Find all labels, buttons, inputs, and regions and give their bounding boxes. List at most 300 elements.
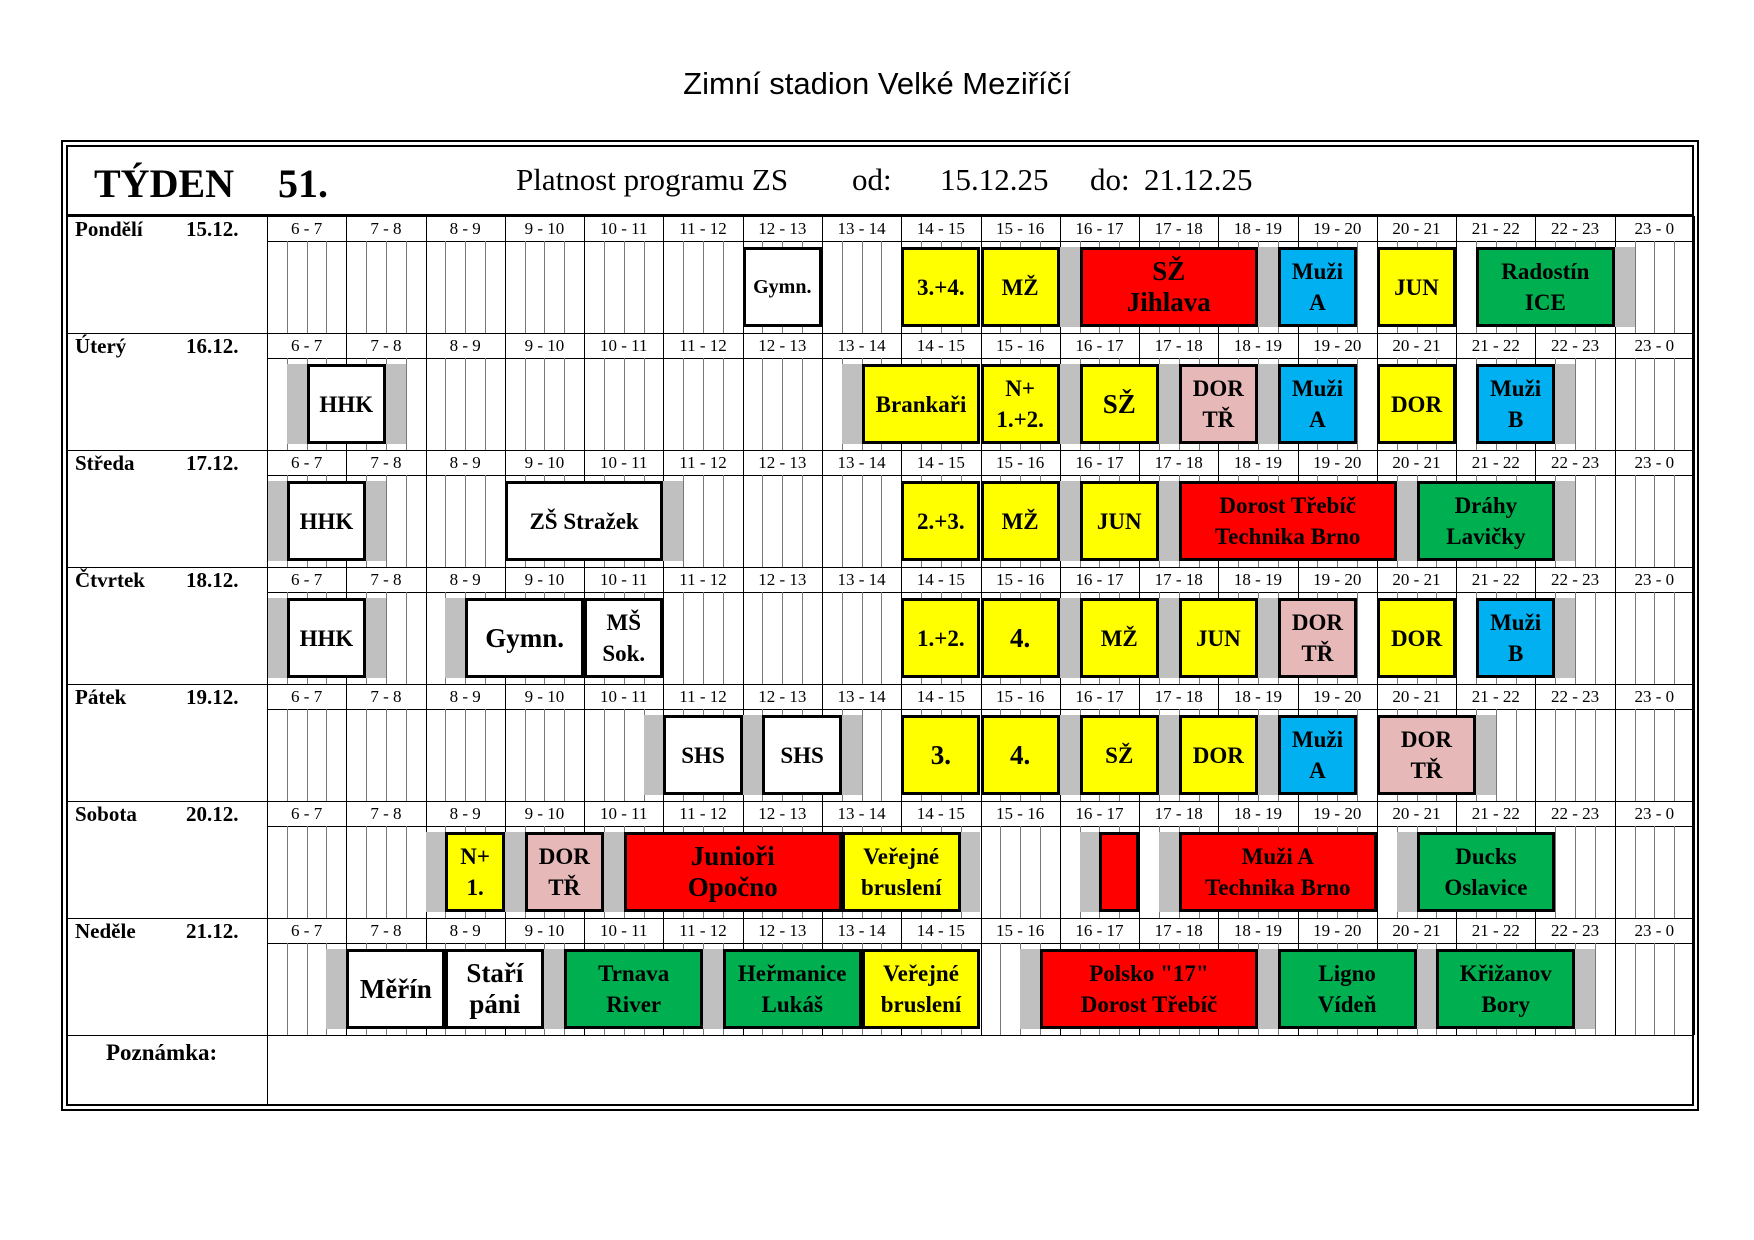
row-top-line: [66, 918, 1694, 919]
hour-label: 16 - 17: [1075, 570, 1124, 589]
event-label: Muži A Technika Brno: [1205, 844, 1351, 900]
hour-divider: [1615, 450, 1616, 567]
event-block: [1080, 598, 1159, 678]
hour-label: 18 - 19: [1233, 804, 1283, 823]
quarter-divider: [485, 358, 486, 450]
maintenance-slot: [1258, 364, 1278, 444]
quarter-divider: [1575, 592, 1576, 684]
maintenance-slot: [326, 949, 346, 1029]
hour-divider: [1139, 801, 1140, 918]
maintenance-slot: [1258, 949, 1278, 1029]
hour-label: 7 - 8: [370, 570, 402, 589]
event-label: 4.: [1010, 739, 1031, 770]
hour-label: 17 - 18: [1154, 570, 1203, 589]
event-block: [1377, 247, 1456, 327]
quarter-divider: [326, 241, 327, 333]
day-date: 21.12.: [186, 919, 239, 943]
event-label: JUN: [1096, 508, 1142, 534]
hour-label: 10 - 11: [599, 570, 648, 589]
hour-label: 9 - 10: [524, 921, 565, 940]
event-label: Křižanov Bory: [1459, 961, 1552, 1017]
event-block: [862, 364, 981, 444]
event-block: [1099, 832, 1139, 912]
maintenance-slot: [445, 598, 465, 678]
hour-label: 19 - 20: [1313, 804, 1362, 823]
maintenance-slot: [961, 832, 981, 912]
hour-divider: [426, 216, 427, 333]
day-date: 17.12.: [186, 451, 239, 475]
day-date: 19.12.: [186, 685, 239, 709]
quarter-divider: [862, 592, 863, 684]
hour-label: 18 - 19: [1233, 687, 1283, 706]
hour-label: 15 - 16: [996, 804, 1045, 823]
hour-label: 6 - 7: [291, 687, 323, 706]
week-number: 51.: [278, 161, 328, 206]
quarter-divider: [802, 592, 803, 684]
event-block: [1080, 481, 1159, 561]
hour-label: 20 - 21: [1392, 804, 1441, 823]
hour-label: 11 - 12: [679, 219, 727, 238]
day-name: Čtvrtek: [75, 568, 145, 592]
quarter-divider: [1575, 475, 1576, 567]
row-top-line: [66, 567, 1694, 568]
quarter-divider: [406, 592, 407, 684]
maintenance-slot: [1060, 598, 1080, 678]
quarter-divider: [1595, 475, 1596, 567]
event-block: [1179, 481, 1397, 561]
hour-divider: [1694, 450, 1695, 567]
hour-label: 15 - 16: [996, 921, 1045, 940]
hour-label: 18 - 19: [1233, 453, 1283, 472]
event-block: [981, 715, 1060, 795]
hour-label: 13 - 14: [837, 804, 886, 823]
hour-label: 20 - 21: [1392, 687, 1441, 706]
quarter-divider: [1635, 358, 1636, 450]
event-label: DOR: [1390, 391, 1443, 417]
quarter-divider: [406, 709, 407, 801]
hour-label: 12 - 13: [758, 921, 807, 940]
hour-divider: [1456, 333, 1457, 450]
hour-label: 16 - 17: [1075, 687, 1124, 706]
quarter-divider: [366, 241, 367, 333]
quarter-divider: [406, 826, 407, 918]
quarter-divider: [287, 241, 288, 333]
hour-label: 21 - 22: [1471, 804, 1520, 823]
maintenance-slot: [267, 481, 287, 561]
hour-label: 20 - 21: [1392, 921, 1441, 940]
event-block: [1179, 364, 1258, 444]
quarter-divider: [307, 709, 308, 801]
quarter-divider: [406, 475, 407, 567]
hour-divider: [584, 684, 585, 801]
event-label: N+ 1.+2.: [996, 376, 1044, 432]
event-block: [1417, 832, 1556, 912]
hour-label: 12 - 13: [758, 336, 807, 355]
hour-label: 14 - 15: [916, 453, 965, 472]
hour-label: 16 - 17: [1075, 804, 1124, 823]
hour-label: 12 - 13: [758, 570, 807, 589]
event-block: [1179, 715, 1258, 795]
hour-divider: [1456, 567, 1457, 684]
hour-label: 9 - 10: [524, 219, 565, 238]
quarter-divider: [465, 241, 466, 333]
hour-divider: [822, 450, 823, 567]
quarter-divider: [564, 709, 565, 801]
quarter-divider: [1357, 358, 1358, 450]
event-label: Muži A: [1291, 727, 1343, 783]
hour-label: 19 - 20: [1313, 570, 1362, 589]
event-block: [1080, 364, 1159, 444]
event-label: DOR: [1390, 625, 1443, 651]
hour-label: 17 - 18: [1154, 453, 1203, 472]
hour-label: 16 - 17: [1075, 219, 1124, 238]
event-label: Radostín ICE: [1501, 259, 1590, 315]
hour-divider: [426, 450, 427, 567]
event-block: [1436, 949, 1575, 1029]
hour-label: 18 - 19: [1233, 570, 1283, 589]
hour-label: 8 - 9: [449, 570, 481, 589]
quarter-divider: [1575, 709, 1576, 801]
maintenance-slot: [842, 715, 862, 795]
quarter-divider: [624, 709, 625, 801]
quarter-divider: [683, 592, 684, 684]
quarter-divider: [862, 475, 863, 567]
hour-label: 9 - 10: [524, 453, 565, 472]
quarter-divider: [683, 358, 684, 450]
quarter-divider: [386, 826, 387, 918]
quarter-divider: [287, 943, 288, 1035]
event-label: 1.+2.: [917, 625, 965, 651]
hour-divider: [1694, 216, 1695, 333]
maintenance-slot: [366, 481, 386, 561]
quarter-divider: [624, 358, 625, 450]
hour-divider: [426, 567, 427, 684]
quarter-divider: [703, 241, 704, 333]
quarter-divider: [1654, 475, 1655, 567]
note-label: Poznámka:: [106, 1040, 218, 1065]
quarter-divider: [485, 475, 486, 567]
event-block: [1080, 247, 1258, 327]
hour-label: 18 - 19: [1233, 921, 1283, 940]
quarter-divider: [1674, 241, 1675, 333]
to-date: 21.12.25: [1144, 162, 1253, 197]
event-label: Dorost Třebíč Technika Brno: [1214, 493, 1361, 549]
hour-divider: [663, 216, 664, 333]
hour-divider: [822, 216, 823, 333]
maintenance-slot: [1159, 481, 1179, 561]
event-block: [1377, 364, 1456, 444]
event-label: Junioři Opočno: [687, 841, 778, 902]
hour-label: 7 - 8: [370, 921, 402, 940]
hour-label: 16 - 17: [1075, 453, 1124, 472]
hour-label: 9 - 10: [524, 336, 565, 355]
event-label: SHS: [780, 742, 824, 768]
event-label: DOR: [1192, 742, 1244, 768]
hour-label: 11 - 12: [679, 921, 727, 940]
maintenance-slot: [604, 832, 624, 912]
quarter-divider: [544, 241, 545, 333]
hour-label: 7 - 8: [370, 219, 402, 238]
hour-label: 15 - 16: [996, 687, 1045, 706]
hour-label: 19 - 20: [1313, 921, 1362, 940]
event-block: [1040, 949, 1258, 1029]
event-label: Dráhy Lavičky: [1446, 493, 1526, 549]
event-label: MŽ: [1001, 508, 1039, 534]
quarter-divider: [307, 943, 308, 1035]
event-block: [901, 715, 980, 795]
hour-label: 19 - 20: [1313, 219, 1362, 238]
hour-label: 7 - 8: [370, 804, 402, 823]
quarter-divider: [683, 475, 684, 567]
quarter-divider: [1595, 826, 1596, 918]
event-block: [743, 247, 822, 327]
event-label: Muži A: [1291, 376, 1343, 432]
quarter-divider: [842, 241, 843, 333]
hour-label: 17 - 18: [1154, 921, 1203, 940]
event-label: Ducks Oslavice: [1444, 844, 1528, 900]
hour-label: 9 - 10: [524, 687, 565, 706]
quarter-divider: [1674, 592, 1675, 684]
to-label: do:: [1090, 162, 1130, 197]
hour-label: 20 - 21: [1392, 336, 1441, 355]
event-block: [981, 247, 1060, 327]
hour-label: 11 - 12: [679, 336, 727, 355]
maintenance-slot: [1476, 715, 1496, 795]
hour-label: 22 - 23: [1550, 453, 1600, 472]
hour-label: 13 - 14: [837, 687, 886, 706]
quarter-divider: [1674, 826, 1675, 918]
hour-label: 7 - 8: [370, 453, 402, 472]
quarter-divider: [842, 475, 843, 567]
maintenance-slot: [1555, 481, 1575, 561]
maintenance-slot: [1159, 715, 1179, 795]
event-block: [862, 949, 981, 1029]
quarter-divider: [1635, 592, 1636, 684]
event-block: [465, 598, 584, 678]
hour-label: 20 - 21: [1392, 570, 1441, 589]
hour-label: 9 - 10: [524, 570, 565, 589]
quarter-divider: [386, 241, 387, 333]
event-block: [1377, 715, 1476, 795]
quarter-divider: [366, 826, 367, 918]
event-label: 4.: [1010, 622, 1031, 653]
quarter-divider: [1040, 826, 1041, 918]
hour-label: 15 - 16: [996, 219, 1045, 238]
hour-label: 12 - 13: [758, 219, 807, 238]
quarter-divider: [445, 358, 446, 450]
event-block: [307, 364, 386, 444]
hour-label: 23 - 0: [1634, 453, 1675, 472]
hour-divider: [1694, 684, 1695, 801]
hour-label: 12 - 13: [758, 804, 807, 823]
hour-label: 11 - 12: [679, 453, 727, 472]
event-label: SŽ Jihlava: [1126, 256, 1211, 317]
event-block: [1476, 247, 1615, 327]
hour-divider: [822, 333, 823, 450]
page-title: Zimní stadion Velké Meziříčí: [683, 66, 1071, 101]
quarter-divider: [1595, 592, 1596, 684]
quarter-divider: [1674, 358, 1675, 450]
quarter-divider: [703, 475, 704, 567]
quarter-divider: [782, 475, 783, 567]
hour-label: 10 - 11: [599, 687, 648, 706]
event-label: SHS: [681, 742, 725, 768]
hour-label: 14 - 15: [916, 219, 965, 238]
event-label: JUN: [1195, 625, 1241, 651]
hour-label: 18 - 19: [1233, 219, 1283, 238]
quarter-divider: [723, 592, 724, 684]
event-block: [1417, 481, 1556, 561]
row-top-line: [66, 333, 1694, 334]
event-label: Brankaři: [875, 391, 967, 417]
maintenance-slot: [1060, 481, 1080, 561]
event-block: [525, 832, 604, 912]
hour-label: 12 - 13: [758, 687, 807, 706]
hour-label: 22 - 23: [1550, 336, 1600, 355]
hour-label: 22 - 23: [1550, 921, 1600, 940]
event-label: Muži B: [1490, 376, 1542, 432]
hour-divider: [1060, 801, 1061, 918]
event-label: MŽ: [1001, 274, 1039, 300]
hour-label: 22 - 23: [1550, 804, 1600, 823]
maintenance-slot: [1575, 949, 1595, 1029]
event-block: [723, 949, 862, 1029]
hour-divider: [505, 684, 506, 801]
quarter-divider: [604, 358, 605, 450]
quarter-divider: [1654, 358, 1655, 450]
quarter-divider: [485, 241, 486, 333]
maintenance-slot: [1555, 598, 1575, 678]
event-block: [1179, 598, 1258, 678]
event-label: MŽ: [1100, 625, 1138, 651]
quarter-divider: [544, 358, 545, 450]
quarter-divider: [782, 358, 783, 450]
quarter-divider: [386, 709, 387, 801]
maintenance-slot: [544, 949, 564, 1029]
hour-label: 19 - 20: [1313, 336, 1362, 355]
quarter-divider: [881, 592, 882, 684]
hour-divider: [743, 567, 744, 684]
quarter-divider: [287, 709, 288, 801]
event-label: Muži A: [1291, 259, 1343, 315]
quarter-divider: [624, 241, 625, 333]
hour-label: 19 - 20: [1313, 453, 1362, 472]
hour-divider: [1694, 333, 1695, 450]
hour-label: 23 - 0: [1634, 336, 1675, 355]
quarter-divider: [604, 709, 605, 801]
quarter-divider: [326, 826, 327, 918]
day-date: 15.12.: [186, 217, 239, 241]
event-block: [445, 949, 544, 1029]
maintenance-slot: [267, 598, 287, 678]
hour-label: 16 - 17: [1075, 921, 1124, 940]
maintenance-slot: [1159, 598, 1179, 678]
hour-divider: [426, 684, 427, 801]
hour-label: 21 - 22: [1471, 921, 1520, 940]
quarter-divider: [762, 592, 763, 684]
event-label: HHK: [319, 391, 374, 417]
validity-label: Platnost programu ZS: [516, 162, 789, 197]
maintenance-slot: [1159, 832, 1179, 912]
quarter-divider: [1575, 826, 1576, 918]
quarter-divider: [703, 592, 704, 684]
quarter-divider: [366, 709, 367, 801]
event-label: HHK: [299, 508, 354, 534]
day-name: Středa: [75, 451, 135, 475]
quarter-divider: [406, 358, 407, 450]
hour-label: 13 - 14: [837, 453, 886, 472]
event-block: [762, 715, 841, 795]
maintenance-slot: [703, 949, 723, 1029]
hour-divider: [1694, 567, 1695, 684]
quarter-divider: [762, 475, 763, 567]
hour-label: 11 - 12: [679, 804, 727, 823]
hour-label: 14 - 15: [916, 804, 965, 823]
hour-label: 8 - 9: [449, 453, 481, 472]
hour-label: 13 - 14: [837, 570, 886, 589]
event-block: [663, 715, 742, 795]
quarter-divider: [762, 358, 763, 450]
event-block: [1179, 832, 1377, 912]
quarter-divider: [644, 358, 645, 450]
hour-divider: [1535, 684, 1536, 801]
hour-label: 6 - 7: [291, 336, 323, 355]
hour-label: 6 - 7: [291, 219, 323, 238]
hour-label: 22 - 23: [1550, 687, 1600, 706]
hour-label: 21 - 22: [1471, 453, 1520, 472]
hour-label: 11 - 12: [679, 687, 727, 706]
quarter-divider: [1496, 709, 1497, 801]
label-column-divider: [267, 216, 268, 1035]
quarter-divider: [782, 592, 783, 684]
quarter-divider: [842, 592, 843, 684]
quarter-divider: [406, 241, 407, 333]
hour-label: 23 - 0: [1634, 570, 1675, 589]
day-date: 18.12.: [186, 568, 239, 592]
event-label: SŽ: [1102, 388, 1136, 419]
event-block: [1080, 715, 1159, 795]
hour-label: 8 - 9: [449, 336, 481, 355]
quarter-divider: [1555, 826, 1556, 918]
event-block: [584, 598, 663, 678]
event-block: [1278, 364, 1357, 444]
day-name: Neděle: [75, 919, 136, 943]
note-row-top: [66, 1035, 1694, 1036]
quarter-divider: [465, 709, 466, 801]
maintenance-slot: [1555, 364, 1575, 444]
hour-divider: [1456, 216, 1457, 333]
hour-label: 10 - 11: [599, 219, 648, 238]
event-block: [1278, 598, 1357, 678]
week-label: TÝDEN: [94, 161, 235, 206]
maintenance-slot: [426, 832, 446, 912]
hour-label: 22 - 23: [1550, 219, 1600, 238]
hour-divider: [663, 567, 664, 684]
hour-label: 20 - 21: [1392, 219, 1441, 238]
event-label: DOR TŘ: [1291, 610, 1343, 666]
hour-label: 10 - 11: [599, 336, 648, 355]
quarter-divider: [862, 709, 863, 801]
maintenance-slot: [842, 364, 862, 444]
event-block: [445, 832, 504, 912]
quarter-divider: [465, 475, 466, 567]
quarter-divider: [564, 241, 565, 333]
maintenance-slot: [287, 364, 307, 444]
hour-label: 14 - 15: [916, 336, 965, 355]
hour-label: 17 - 18: [1154, 687, 1203, 706]
hour-divider: [1615, 567, 1616, 684]
quarter-divider: [1555, 709, 1556, 801]
